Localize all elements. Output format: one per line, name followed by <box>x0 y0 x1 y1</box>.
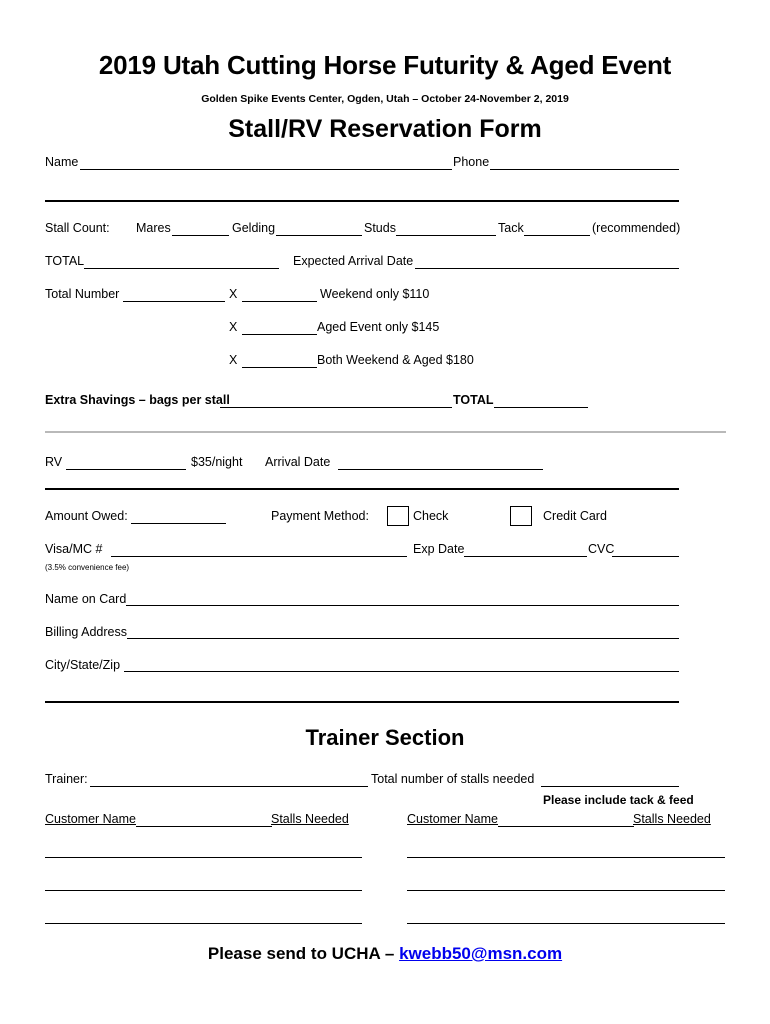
shavings-label: Extra Shavings – bags per stall <box>45 393 230 407</box>
section-divider <box>45 701 679 703</box>
shavings-field[interactable] <box>220 407 452 408</box>
customer-row-right[interactable] <box>407 857 725 858</box>
amount-owed-label: Amount Owed: <box>45 509 128 523</box>
aged-field[interactable] <box>242 334 317 335</box>
multiply-sign: X <box>229 320 238 334</box>
name-on-card-label: Name on Card <box>45 592 127 606</box>
both-field[interactable] <box>242 367 317 368</box>
weekend-field[interactable] <box>242 301 317 302</box>
section-divider <box>45 431 726 433</box>
customer-row-left[interactable] <box>45 923 362 924</box>
total-stalls-field[interactable] <box>541 786 679 787</box>
name-label: Name <box>45 155 79 169</box>
trainer-field[interactable] <box>90 786 368 787</box>
phone-label: Phone <box>453 155 490 169</box>
check-checkbox[interactable] <box>387 506 409 526</box>
billing-address-label: Billing Address <box>45 625 127 639</box>
weekend-price: Weekend only $110 <box>320 287 430 301</box>
trainer-label: Trainer: <box>45 772 88 786</box>
multiply-sign: X <box>229 287 238 301</box>
header-underline <box>498 826 634 827</box>
customer-row-left[interactable] <box>45 857 362 858</box>
card-number-field[interactable] <box>111 556 407 557</box>
section-divider <box>45 200 679 202</box>
phone-field[interactable] <box>490 169 679 170</box>
gelding-field[interactable] <box>276 235 362 236</box>
recommended-note: (recommended) <box>592 221 681 235</box>
both-price: Both Weekend & Aged $180 <box>317 353 474 367</box>
section-divider <box>45 488 679 490</box>
rv-arrival-field[interactable] <box>338 469 543 470</box>
credit-card-label: Credit Card <box>543 509 607 523</box>
rv-rate: $35/night <box>191 455 243 469</box>
customer-row-right[interactable] <box>407 923 725 924</box>
customer-row-right[interactable] <box>407 890 725 891</box>
mares-field[interactable] <box>172 235 229 236</box>
name-on-card-field[interactable] <box>126 605 679 606</box>
arrival-date-field[interactable] <box>415 268 679 269</box>
event-title: 2019 Utah Cutting Horse Futurity & Aged Event <box>98 50 672 80</box>
shavings-total-label: TOTAL <box>453 393 494 407</box>
studs-label: Studs <box>364 221 396 235</box>
rv-arrival-label: Arrival Date <box>265 455 331 469</box>
total-label: TOTAL <box>45 254 85 268</box>
tack-feed-note: Please include tack & feed <box>543 793 694 807</box>
stalls-needed-header: Stalls Needed <box>633 812 711 826</box>
billing-address-field[interactable] <box>127 638 679 639</box>
cvc-label: CVC <box>588 542 615 556</box>
footer-text: Please send to UCHA – <box>207 944 400 963</box>
visa-mc-label: Visa/MC # <box>45 542 103 556</box>
mares-label: Mares <box>136 221 171 235</box>
exp-date-field[interactable] <box>464 556 587 557</box>
credit-card-checkbox[interactable] <box>510 506 532 526</box>
tack-field[interactable] <box>524 235 590 236</box>
form-title: Stall/RV Reservation Form <box>228 115 542 143</box>
city-state-zip-field[interactable] <box>124 671 679 672</box>
aged-price: Aged Event only $145 <box>317 320 440 334</box>
studs-field[interactable] <box>396 235 496 236</box>
multiply-sign: X <box>229 353 238 367</box>
gelding-label: Gelding <box>232 221 276 235</box>
trainer-section-title: Trainer Section <box>305 725 465 750</box>
customer-name-header: Customer Name <box>407 812 498 826</box>
rv-label: RV <box>45 455 63 469</box>
email-link[interactable]: kwebb50@msn.com <box>399 944 563 963</box>
customer-row-left[interactable] <box>45 890 362 891</box>
total-number-label: Total Number <box>45 287 120 301</box>
header-underline <box>136 826 272 827</box>
shavings-total-field[interactable] <box>494 407 588 408</box>
total-number-field[interactable] <box>123 301 225 302</box>
check-label: Check <box>413 509 449 523</box>
fee-note: (3.5% convenience fee) <box>45 563 130 572</box>
event-subtitle: Golden Spike Events Center, Ogden, Utah – October 24-November 2, 2019 <box>201 93 569 105</box>
city-state-zip-label: City/State/Zip <box>45 658 121 672</box>
stall-count-label: Stall Count: <box>45 221 110 235</box>
rv-field[interactable] <box>66 469 186 470</box>
stalls-needed-header: Stalls Needed <box>271 812 349 826</box>
total-field[interactable] <box>84 268 279 269</box>
amount-owed-field[interactable] <box>131 523 226 524</box>
footer <box>0 944 770 964</box>
customer-name-header: Customer Name <box>45 812 136 826</box>
name-field[interactable] <box>80 169 452 170</box>
arrival-date-label: Expected Arrival Date <box>293 254 414 268</box>
payment-method-label: Payment Method: <box>271 509 369 523</box>
tack-label: Tack <box>498 221 524 235</box>
cvc-field[interactable] <box>612 556 679 557</box>
exp-date-label: Exp Date <box>413 542 465 556</box>
total-stalls-label: Total number of stalls needed <box>371 772 535 786</box>
